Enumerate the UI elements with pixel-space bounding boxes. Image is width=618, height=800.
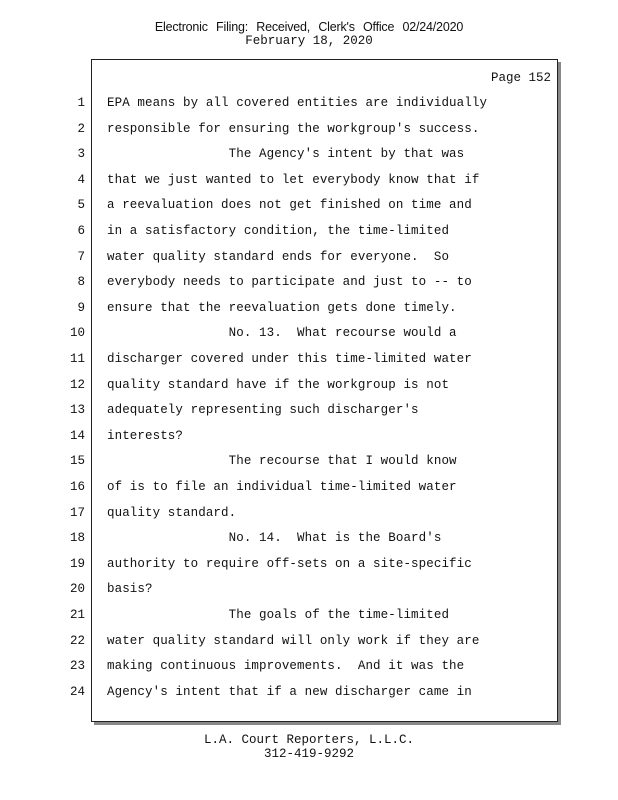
line-number: 23 xyxy=(69,659,85,673)
line-number: 6 xyxy=(77,224,85,238)
line-number: 18 xyxy=(69,531,85,545)
line-text: authority to require off-sets on a site-specific xyxy=(107,557,472,571)
line-text: No. 14. What is the Board's xyxy=(107,531,442,545)
line-text: The goals of the time-limited xyxy=(107,608,450,622)
line-text: of is to file an individual time-limited water xyxy=(107,480,457,494)
line-text: No. 13. What recourse would a xyxy=(107,326,457,340)
line-number: 16 xyxy=(69,480,85,494)
line-number: 4 xyxy=(77,173,85,187)
line-number: 21 xyxy=(69,608,85,622)
line-number: 17 xyxy=(69,506,85,520)
line-text: in a satisfactory condition, the time-limited xyxy=(107,224,450,238)
line-text: water quality standard ends for everyone. So xyxy=(107,250,450,264)
line-text: quality standard have if the workgroup is not xyxy=(107,378,450,392)
line-number: 8 xyxy=(77,275,85,289)
line-text: a reevaluation does not get finished on time and xyxy=(107,198,472,212)
line-text: that we just wanted to let everybody know that if xyxy=(107,173,480,187)
line-number: 2 xyxy=(77,122,85,136)
line-number: 9 xyxy=(77,301,85,315)
line-number: 22 xyxy=(69,634,85,648)
line-text: EPA means by all covered entities are individually xyxy=(107,96,488,110)
line-text: Agency's intent that if a new discharger came in xyxy=(107,685,472,699)
line-number: 20 xyxy=(69,582,85,596)
line-text: water quality standard will only work if they are xyxy=(107,634,480,648)
line-number: 12 xyxy=(69,378,85,392)
line-text: The recourse that I would know xyxy=(107,454,457,468)
line-text: The Agency's intent by that was xyxy=(107,147,465,161)
line-number: 13 xyxy=(69,403,85,417)
line-text: making continuous improvements. And it was the xyxy=(107,659,465,673)
page-number: Page 152 xyxy=(490,71,551,85)
line-number: 11 xyxy=(69,352,85,366)
filing-stamp: Electronic Filing: Received, Clerk's Office 02/24/2020 xyxy=(154,20,464,34)
reporter-company: L.A. Court Reporters, L.L.C. xyxy=(203,733,415,747)
line-text: ensure that the reevaluation gets done timely. xyxy=(107,301,457,315)
line-number: 24 xyxy=(69,685,85,699)
line-number: 7 xyxy=(77,250,85,264)
line-text: responsible for ensuring the workgroup's success. xyxy=(107,122,480,136)
line-text: interests? xyxy=(107,429,184,443)
line-number: 3 xyxy=(77,147,85,161)
line-text: adequately representing such discharger's xyxy=(107,403,419,417)
line-text: discharger covered under this time-limited water xyxy=(107,352,472,366)
line-text: basis? xyxy=(107,582,153,596)
line-number: 10 xyxy=(69,326,85,340)
line-number: 19 xyxy=(69,557,85,571)
line-number: 14 xyxy=(69,429,85,443)
transcript-date: February 18, 2020 xyxy=(245,34,373,48)
line-text: everybody needs to participate and just to -- to xyxy=(107,275,472,289)
line-number: 15 xyxy=(69,454,85,468)
reporter-phone: 312-419-9292 xyxy=(263,747,354,761)
line-number: 1 xyxy=(77,96,85,110)
line-text: quality standard. xyxy=(107,506,237,520)
line-number: 5 xyxy=(77,198,85,212)
